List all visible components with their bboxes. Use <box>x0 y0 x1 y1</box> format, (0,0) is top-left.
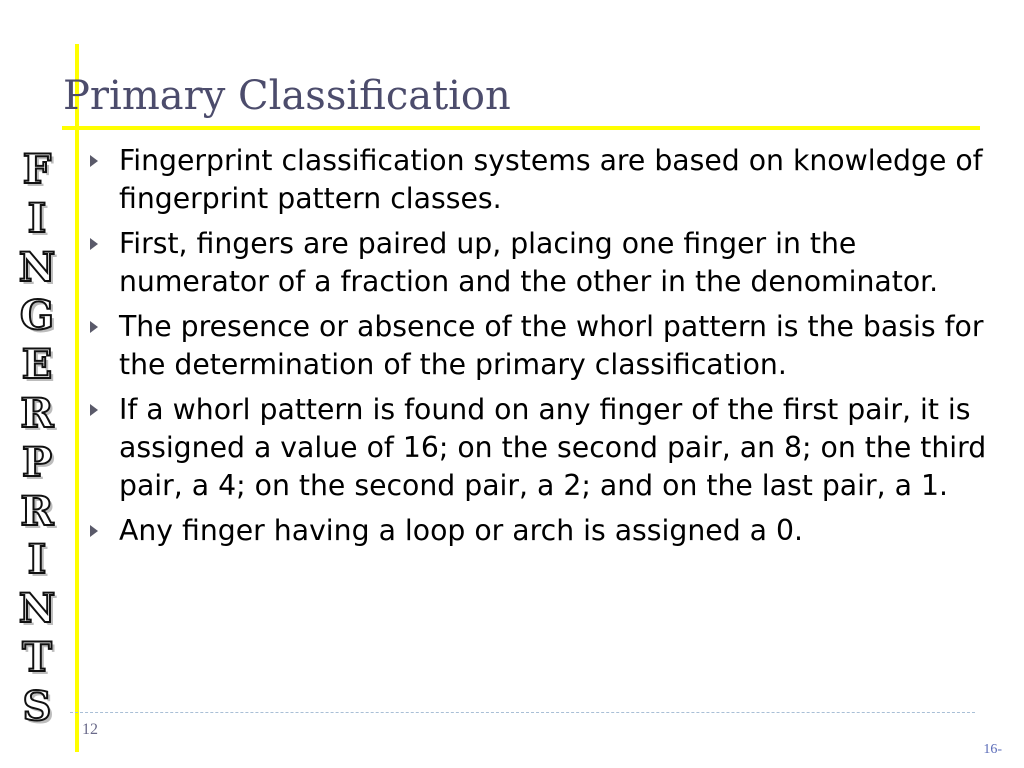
bullet-text: Fingerprint classification systems are based on knowledge of fingerprint pattern classes. <box>119 144 983 215</box>
triangle-right-icon <box>90 321 98 333</box>
footer-divider <box>70 712 975 713</box>
side-letter: N <box>18 243 56 291</box>
side-letter: S <box>22 682 52 730</box>
side-letter: I <box>27 536 47 584</box>
triangle-right-icon <box>90 525 98 537</box>
bullet-text: Any finger having a loop or arch is assigned a 0. <box>119 514 804 547</box>
bullet-text: The presence or absence of the whorl pattern is the basis for the determination of the primary classification. <box>119 310 984 381</box>
bullet-item <box>90 512 1000 550</box>
slide-title: Primary Classification <box>63 73 511 119</box>
side-letter: I <box>27 194 47 242</box>
triangle-right-icon <box>90 404 98 416</box>
fingerprints-vertical-word <box>4 146 70 732</box>
bullet-item <box>90 308 1000 384</box>
side-letter: R <box>20 389 54 437</box>
side-letter: E <box>21 341 53 389</box>
side-letter: F <box>22 146 52 193</box>
slide-code: 16- <box>983 742 1002 757</box>
vertical-accent-line <box>75 44 79 752</box>
bullet-text: If a whorl pattern is found on any finger of the first pair, it is assigned a value of 16; on the second pair, an 8; on the third pair, a 4; on the second pair, a 2; and on the last pair, a 1. <box>119 393 987 502</box>
title-underline <box>62 126 980 130</box>
side-letter: T <box>22 633 52 681</box>
page-number: 12 <box>82 721 98 738</box>
bullet-item <box>90 142 1000 218</box>
bullet-item <box>90 225 1000 301</box>
triangle-right-icon <box>90 155 98 167</box>
side-letter: P <box>21 438 53 486</box>
side-letter: N <box>18 585 56 633</box>
triangle-right-icon <box>90 238 98 250</box>
bullet-item <box>90 391 1000 505</box>
side-letter: R <box>20 487 54 535</box>
side-letter: G <box>19 292 55 340</box>
bullet-list <box>90 142 1000 557</box>
bullet-text: First, fingers are paired up, placing one finger in the numerator of a fraction and the other in the denominator. <box>119 227 939 298</box>
